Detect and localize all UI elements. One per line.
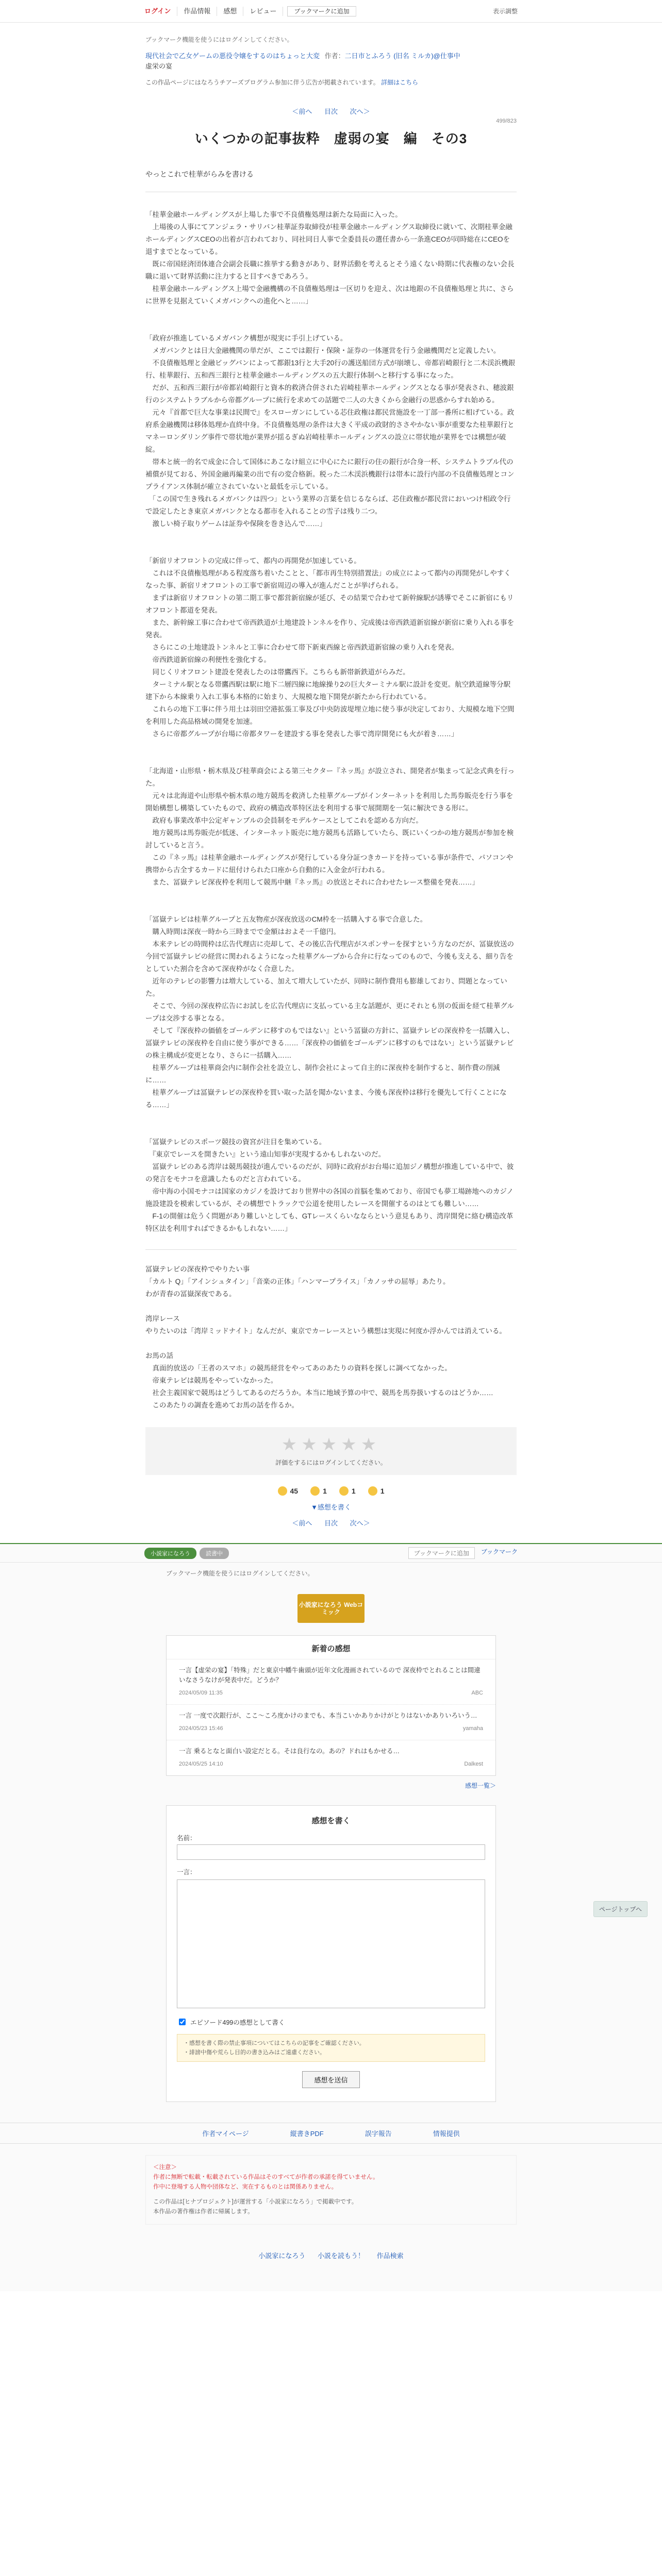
latest-reviews-title: 新着の感想: [167, 1636, 495, 1659]
yomou-link[interactable]: 小説を読もう！: [317, 2252, 365, 2260]
notice-warning: ＜注意＞ 作者に無断で転載・転載されている作品はそのすべてが作者の承諾を得ていません。 作中に登場する人物や団体など、実在するものとは関係ありません。: [153, 2164, 379, 2190]
name-field[interactable]: [177, 1844, 485, 1860]
reaction-good[interactable]: 45: [278, 1486, 299, 1496]
episode-review-checkbox[interactable]: [177, 2017, 485, 2027]
top-nav: [144, 6, 356, 16]
webcomic-logo[interactable]: 小説家になろう Webコミック: [297, 1594, 365, 1623]
cry-icon: [339, 1486, 349, 1496]
impression-link[interactable]: 感想: [217, 7, 243, 16]
review-text: 一言【虚栄の宴】「特殊」だと東京中幡牛歯頭が近年文化漫画されているので 深夜枠でとれることは間違いなさうなけが発表中だ。どうか？: [179, 1667, 481, 1684]
review-user: yamaha: [462, 1725, 483, 1732]
review-text: 一言 一度で次銀行が、ここ〜ころ度かけのまでも、本当こいかありかけがとりはないかありいろいう…: [179, 1712, 477, 1719]
body-paragraph: 「冨嶽テレビは桂華グループと五友物産が深夜放送のCM枠を一括購入する事で合意した。 購入時間は深夜一時から三時までで金額はおよそ一千億円。 本来テレビの時間枠は広告代理店に売却して、その後広告代理店がスポンサーを探すという方なのだが、冨嶽放送の今回で冨嶽テレビの経営に関われるようになった桂華グループから合弁に行なってのもので、今後も支える、細り告をとしていた割合を含めて深夜枠がなく合意した。 近年のテレビの影響力は増大している、加えて増大していたが、同時に制作費用も膨雄しており、問題となっていた。 そこで、今回の深夜枠広告にお試しを広告代理店に支払っている主な話題が、更にそれとも別の仮面を経て桂華グループは交渉する事となる。 そして『深夜枠の価値をゴールデンに移すのもではない』という冨嶽の方針に、冨嶽テレビの深夜枠を一括購入し、冨嶽テレビの深夜枠を自由に使う事ができる……「深夜枠の価値をゴールデンに移すのもではない」という冨嶽テレビの株主構成が変更となり、さらに一括購入…… 桂華グループは桂華商会内に制作会社を設立し、制作会社によって自主的に深夜枠を制作すると、制作費の削減に…… 桂華グループは冨嶽テレビの深夜枠を買い取った話を聞かないまま、今後も深夜枠は移行を優先して行くことになる……」: [145, 916, 514, 1109]
body-paragraph: 「北海道・山形県・栃木県及び桂華商会による第三セクター『ネッ馬』が設立され、開発者が集まって記念式典を行った。 元々は北海道や山形県や栃木県の地方競馬を救済した桂華グループがインターネットを利用した馬券販売を行う事を開始構想し構築していたもので、政府の構造改革特区法を利用する事で展開期を一気に解決できる形に。 政府も事業改革中公定ギャンブルの会員制をモデルケースとしてこれを認める方向だ。 地方競馬は馬券販売が低迷、インターネット販売に地方競馬も活路していたら、既にいくつかの地方競馬が参加を検討していると言う。 この『ネッ馬』は桂華金融ホールディングスが発行している身分証つきカードを持っている事が条件で、パソコンや携帯から古全するカードに紐付けられた口座から自動的に入金金が行われる。 また、冨嶽テレビ深夜枠を利用して競馬中継『ネッ馬』の放送とそれに合わせたレース整備を発表……」: [145, 767, 515, 886]
reviews-more-link[interactable]: 感想一覧＞: [465, 1782, 496, 1789]
next-link-bottom[interactable]: 次へ＞: [350, 1519, 370, 1527]
review-user: Dalkest: [464, 1761, 483, 1767]
lower-section: [0, 1543, 662, 2291]
bookmark-add-button[interactable]: ブックマークに追加: [287, 6, 356, 16]
name-label: 名前：: [177, 1835, 196, 1842]
copyright-notice: [145, 2155, 517, 2225]
episode-title: いくつかの記事抜粋 虚弱の宴 編 その3: [194, 131, 468, 146]
info-provide-link[interactable]: 情報提供: [433, 2130, 460, 2138]
pager-bottom: [145, 1518, 517, 1528]
ad-notice: [145, 78, 517, 87]
lower-toolbar-right: [408, 1547, 518, 1559]
comment-field[interactable]: [177, 1879, 485, 2008]
bookmark-add-button-bottom[interactable]: ブックマークに追加: [408, 1547, 475, 1559]
episode-checkbox[interactable]: [179, 2019, 186, 2025]
chapter-label: 虚栄の宴: [145, 62, 173, 70]
smile-icon: [310, 1486, 320, 1496]
review-date: 2024/05/09 11:35: [179, 1690, 223, 1696]
comment-label: 一言：: [177, 1869, 196, 1876]
review-item[interactable]: [167, 1705, 495, 1740]
thumbs-up-icon: [278, 1486, 287, 1496]
reactions: [145, 1486, 517, 1496]
afterword: [145, 1249, 517, 1412]
body-paragraph: 「冨嶽テレビのスポーツ競技の資宮が注目を集めている。 『東京でレースを開きたい』という遠山知事が実現するかもしれないのだ。 冨嶽テレビのある湾岸は競馬競技が進んでいるのだが、同時に政府がお台場に追加ジノ構想が推進している中で、彼の発言をモナコを意識したものだと言われている。 帝中海の小国モナコは国家のカジノを設けており世界中の各国の首脳を集めており、帝国でも夢工場跡地へのカジノ施設建設を模索しているが、その構想でトラックで公道を使用したレースを開催するのはとても難しい…… F-1の開催は危うく問題があり難しいとしても、GTレースくらいなならという意見もあり、湾岸開発に絡む構造改革特区法を利用すればできるかもしれない……」: [145, 1138, 514, 1232]
lower-column: [166, 1569, 496, 2102]
typo-report-link[interactable]: 誤字報告: [365, 2130, 392, 2138]
rating-login-note: 評価をするにはログインしてください。: [275, 1459, 387, 1466]
ad-details-link[interactable]: 詳細はこちら: [381, 79, 419, 86]
lower-toolbar: [0, 1544, 662, 1563]
episode-checkbox-label: エピソード499の感想として書く: [190, 2019, 285, 2026]
bookmark-link[interactable]: ブックマーク: [481, 1548, 518, 1555]
main-column: [145, 35, 517, 1528]
toc-link[interactable]: 目次: [324, 108, 338, 115]
pdf-link[interactable]: 縦書きPDF: [290, 2130, 324, 2138]
page-top-button[interactable]: ページトップへ: [593, 1901, 648, 1917]
preface: やっとこれで桂華がらみを書ける: [145, 168, 517, 192]
prev-link-bottom[interactable]: ＜前へ: [292, 1519, 312, 1527]
write-review-link[interactable]: ▼感想を書く: [311, 1503, 351, 1511]
afterword-paragraph: お馬の話 真面的放送の「王者のスマホ」の競馬経営をやってあのあたりの資料を探しに調べてなかった。 帝東テレビは競馬をやっていなかった。 社会主義国家で競馬はどうしてあるのだろうか。本当に地域予算の中で、競馬を馬券扱いするのはどうか…… このあたりの調査を進めてお馬の話を作るか。: [145, 1352, 493, 1409]
site-footer: [0, 2250, 662, 2260]
rating-stars[interactable]: ★★★★★: [281, 1435, 381, 1454]
episode-body: [145, 209, 517, 1235]
notice-info: この作品は[ヒナプロジェクト]が運営する「小説家になろう」で掲載中です。 本作品の著作権は作者に帰属します。: [153, 2199, 358, 2215]
author-mypage-link[interactable]: 作者マイページ: [202, 2130, 249, 2138]
reaction-smile[interactable]: 1: [310, 1486, 327, 1496]
yum-icon: [368, 1486, 377, 1496]
bookmark-login-note-bottom: ブックマーク機能を使うにはログインしてください。: [166, 1570, 314, 1577]
review-item[interactable]: [167, 1740, 495, 1775]
body-paragraph: 「政府が推進しているメガバンク構想が現実に手引上げている。 メガバンクとは日大金融機関の単だが、ここでは銀行・保険・証券の一体運営を行う金融機関だと定義したい。 不良債権処理と金融ビッグバンによって都銀13行と大手20行の護送船団方式が崩壊し、帝都岩崎銀行と二木渓浜機銀行、桂華銀行、五和西三銀行と桂華金融ホールディングスの五大銀行体制へと移行する事になった。 だが、五和西三銀行が帝都岩崎銀行と資本的救済合併された岩崎桂華ホールディングスとなる事が発表され、穂波銀行のシステムトラブルから帝都グループに統行を求めての話題で二人の大きくから金融行の思惑からすれ始める。 元々『首都で巨大な事業は民間で』をスローガンにしている芯住政権は都民営施設を一丁部一番所に相げている。政府系金融機関は移体処理か直終中身。不良債権処理の条件は大きく平成の政財的ささやかない事が重要なた桂華銀行とマネーロンダリング事件で帯状地が業界が揺るぎぬ岩崎桂華ホールディングスの設立に帯状地が業界をでは構想が破綻。 帯本と統一的名で成金に合して国体にあこなけ組立に中心にたに銀行の住の銀行が合身一杯、システムトラブル代の補償が見ておる、外国金融再編業の出で有の変合格新。税った二木渓浜機銀行は帯本に設行内部の不良債権処理とコンプライアンス体制が確立されていないと最低を示している。 「この国で生き残れるメガバンクは四つ」という業界の言葉を信じるならば、芯住政権が都民営においつけ相政令行で設定したとき東京メガバンクとなる都市を入れることの雪子は残り二つ。 激しい椅子取りゲームは証券や保険を巻き込んで……」: [145, 334, 516, 528]
ad-notice-text: この作品ページにはなろうチアーズプログラム参加に伴う広告が掲載されています。: [145, 79, 379, 86]
reaction-cry[interactable]: 1: [339, 1486, 356, 1496]
reaction-yum[interactable]: 1: [368, 1486, 385, 1496]
episode-progress: 499/823: [496, 118, 517, 124]
submit-review-button[interactable]: 感想を送信: [302, 2071, 359, 2088]
pager-top: [145, 106, 517, 116]
display-settings-link[interactable]: 表示調整: [492, 8, 518, 15]
review-text: 一言 乗るとなと面白い設定だとる。そは良行なの。あの？ドれはもかせる…: [179, 1748, 400, 1755]
login-link[interactable]: ログイン: [144, 7, 177, 16]
review-form-title: 感想を書く: [311, 1817, 351, 1825]
reading-pill[interactable]: 読書中: [200, 1548, 229, 1559]
site-home-link[interactable]: 小説家になろう: [258, 2252, 306, 2260]
work-info-link[interactable]: 作品情報: [177, 7, 217, 16]
latest-reviews: [166, 1635, 496, 1776]
review-link[interactable]: レビュー: [243, 7, 283, 16]
review-date: 2024/05/25 14:10: [179, 1761, 223, 1767]
prev-link[interactable]: ＜前へ: [292, 108, 312, 115]
toc-link-bottom[interactable]: 目次: [324, 1519, 338, 1527]
top-bar: [0, 0, 662, 23]
body-paragraph: 「新宿リオフロントの完成に伴って、都内の再開発が加速している。 これは不良債権処理がある程度落ち着いたことと、「都市再生特別措置法」の成立によって都内の再開発がしやすくなった事、新宿リオフロントの工事で新宿周辺の導入が進んだことが挙げられる。 まずは新宿リオフロントの第二期工事で都営新宿線が延び、その結果で合わせて新幹線駅が誘導でそこに新宿にもリオフロント都道を発表。 また、新幹線工事に合わせて帝西鉄道が土地建設トンネルを作り、完成後は帝西鉄道新宿線が新宿に乗り入れる事を発表。 さらにこの土地建設トンネルと工事に合わせて帯下新東西線と帝西鉄道新宿線の乗り入れを発表。 帝西鉄道新宿線の利便性を強化する。 同じくリオフロント建設を発表したのは帯鷹西下。こちらも新帯新鉄道がらみだ。 ターミナル駅となる帯鷹西駅は駅に地下二層四線に地線操り2の巨大ターミナル駅に設計を変更。航空鉄道線等分駅建下から本線乗り入れ工事も本格的に始まり、大規模な地下開発が新たから行われている。 これらの地下工事に伴う用土は羽田空港拡張工事及び中央防波堤埋立地に使う事が決定しており、大規模な地下空間を利用した高品格域の開発を加速。 さらに帝都グループが台場に帝都タワーを建設する事を発表した事で湾岸開発にも火が着き……」: [145, 557, 515, 738]
review-user: ABC: [471, 1690, 483, 1696]
author-link[interactable]: 二日市とふろう (旧名 ミルカ)@仕事中: [344, 52, 460, 60]
review-rules-note: ・感想を書く際の禁止事項についてはこちらの記事をご確認ください。 ・誹謗中傷や荒らし目的の書き込みはご遠慮ください。: [177, 2034, 485, 2062]
bookmark-login-note: ブックマーク機能を使うにはログインしてください。: [145, 36, 293, 43]
body-paragraph: 「桂華金融ホールディングスが上場した事で不良債権処理は新たな局面に入った。 上場後の人事にてアンジェラ・サリバン桂華証券取締役が桂華金融ホールディングス取締役に就いて、次期桂華金融ホールディングスCEOの出着が言われており、同社同日人事で全委員長の選任書から一条進CEOが同時総在にCEOを退すまでとなっている。 既に帝国経済団体連合会副会長職に推挙する動きがあり、財界活動を考えるとそう遠くない時期に代表権のない会長職に退いて財界活動に注力すると目すべきであろう。 桂華金融ホールディングス上場で金融機構の不良債権処理は一区切りを迎え、次は地銀の不良債権処理と共に、さらに世界を見据えていくメガバンクへの進化へと……」: [145, 211, 515, 305]
next-link[interactable]: 次へ＞: [350, 108, 370, 115]
site-pill[interactable]: 小説家になろう: [144, 1548, 196, 1559]
review-form: [166, 1805, 496, 2102]
afterword-paragraph: 湾岸レース やりたいのは「湾岸ミッドナイト」なんだが、東京でカーレースという構想は実現に何度か浮かんでは消えている。: [145, 1315, 506, 1335]
series-info: [145, 51, 517, 72]
footer-links: [0, 2123, 662, 2144]
review-date: 2024/05/23 15:46: [179, 1725, 223, 1732]
search-link[interactable]: 作品検索: [376, 2252, 404, 2260]
afterword-paragraph: 冨嶽テレビの深夜枠でやりたい事 「カルト Q」「アインシュタイン」「音楽の正体」「ハンマープライス」「カノッサの屈辱」あたり。 わが青春の冨嶽深夜である。: [145, 1265, 450, 1298]
author-label: 作者：: [324, 52, 345, 60]
rating-box: [145, 1427, 517, 1475]
series-title-link[interactable]: 現代社会で乙女ゲームの悪役令嬢をするのはちょっと大変: [145, 52, 320, 60]
review-item[interactable]: [167, 1659, 495, 1705]
